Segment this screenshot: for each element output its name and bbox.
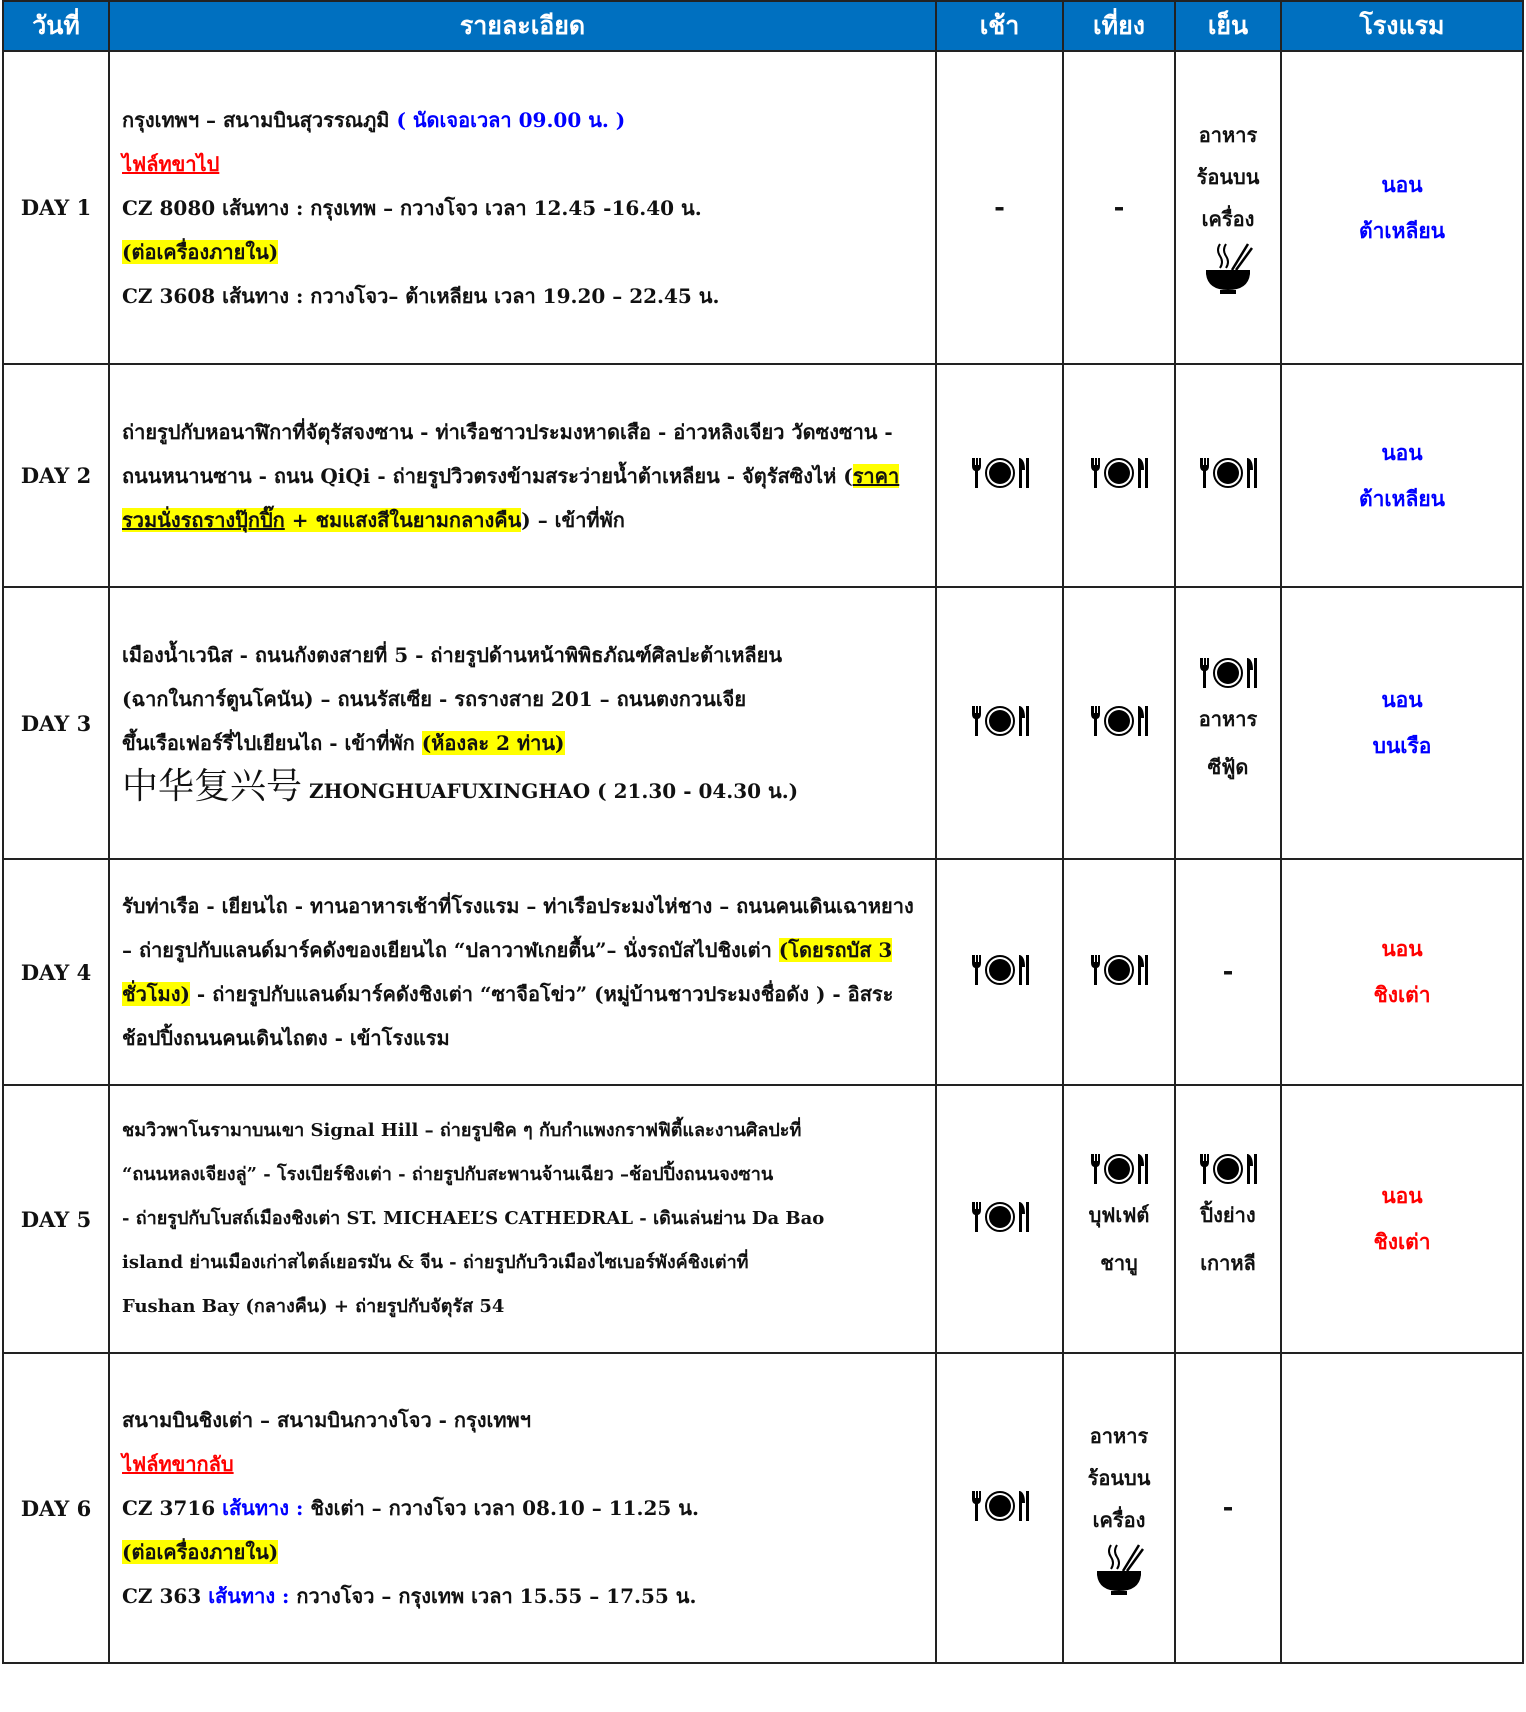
- lunch-cell: [1063, 1085, 1175, 1353]
- hotel-cell: [1281, 587, 1523, 859]
- meal-note: ร้อนบน: [1196, 165, 1260, 189]
- breakfast-cell: [936, 859, 1063, 1085]
- breakfast-cell: [936, 1085, 1063, 1353]
- breakfast-cell: [936, 587, 1063, 859]
- day-row-5: [3, 1085, 1523, 1353]
- day-detail: [109, 587, 936, 859]
- plate-cutlery-icon: [1196, 1152, 1260, 1191]
- detail-line: (ฉากในการ์ตูนโคนัน) – ถนนรัสเซีย - รถรางสาย 201 – ถนนตงกวนเจีย: [122, 687, 747, 711]
- ship-name: ZHONGHUAFUXINGHAO ( 21.30 - 04.30 น.): [302, 779, 799, 803]
- itinerary-table: [2, 0, 1524, 1664]
- day-row-1: [3, 51, 1523, 364]
- detail-line: - ถ่ายรูปกับโบสถ์เมืองชิงเต่า ST. MICHAEL’S CATHEDRAL - เดินเล่นย่าน Da Bao: [122, 1208, 825, 1229]
- hotel-text: บนเรือ: [1372, 734, 1432, 758]
- day-detail: [109, 1353, 936, 1663]
- breakfast-cell: [936, 364, 1063, 587]
- day-label: DAY 3: [3, 587, 109, 859]
- highlight-text: + ชมแสงสีในยามกลางคืน: [284, 507, 522, 532]
- noodle-bowl-icon: [1093, 1541, 1145, 1602]
- route-label: เส้นทาง :: [208, 1584, 297, 1608]
- highlight-text: (โดยรถบัส 3 ชั่วโมง): [122, 938, 893, 1006]
- no-meal: -: [1113, 192, 1125, 223]
- detail-line: ชมวิวพาโนรามาบนเขา Signal Hill – ถ่ายรูปชิค ๆ กับกำแพงกราฟฟิตี้และงานศิลปะที่: [122, 1120, 802, 1141]
- no-meal: -: [994, 192, 1005, 223]
- day-label: DAY 5: [3, 1085, 109, 1353]
- meal-note: อาหาร: [1198, 123, 1258, 147]
- flight-code: CZ 3716: [122, 1496, 223, 1520]
- hotel-cell: [1281, 364, 1523, 587]
- hotel-text: นอน: [1381, 937, 1423, 961]
- flight-line: CZ 8080 เส้นทาง : กรุงเทพ – กวางโจว เวลา 12.45 -16.40 น.: [122, 195, 702, 220]
- hotel-text: ต้าเหลียน: [1359, 218, 1445, 243]
- breakfast-cell: [936, 1353, 1063, 1663]
- lunch-cell: [1063, 1353, 1175, 1663]
- dinner-cell: [1175, 859, 1281, 1085]
- highlight-text: ราคารวมนั่งรถรางปุ๊กปิ๊ก: [122, 463, 900, 532]
- hotel-cell: [1281, 51, 1523, 364]
- meal-note: เกาหลี: [1200, 1250, 1256, 1275]
- meal-note: เครื่อง: [1201, 207, 1255, 231]
- flight-line: CZ 3608 เส้นทาง : กวางโจว– ต้าเหลียน เวลา 19.20 – 22.45 น.: [122, 283, 720, 308]
- plate-cutlery-icon: [1087, 1152, 1151, 1191]
- detail-text: - ถ่ายรูปกับแลนด์มาร์คดังชิงเต่า “ซาจือโข่ว” (หมู่บ้านชาวประมงชื่อดัง ) - อิสระช้อปปิ้งถนนคนเดินไถตง - เข้าโรงแรม: [122, 982, 894, 1050]
- lunch-cell: [1063, 859, 1175, 1085]
- plate-cutlery-icon: [968, 704, 1032, 743]
- plate-cutlery-icon: [968, 953, 1032, 992]
- no-meal: -: [1222, 957, 1234, 987]
- detail-text: รับท่าเรือ - เยียนไถ - ทานอาหารเช้าที่โรงแรม – ท่าเรือประมงไห่ชาง – ถนนคนเดินเฉาหยาง – ถ่ายรูปกับแลนด์มาร์คดังของเยียนไถ “ปลาวาฬเกยตื้น”– นั่งรถบัสไปชิงเต่า: [122, 894, 914, 962]
- plate-cutlery-icon: [1196, 656, 1260, 695]
- highlight-text: (ห้องละ 2 ท่าน): [421, 731, 565, 755]
- day-row-6: [3, 1353, 1523, 1663]
- breakfast-cell: [936, 51, 1063, 364]
- hotel-text: นอน: [1381, 688, 1423, 712]
- meal-note: บุฟเฟต์: [1088, 1202, 1150, 1227]
- header-details: รายละเอียด: [109, 1, 936, 51]
- hotel-cell: [1281, 1353, 1523, 1663]
- connecting-flight-note: (ต่อเครื่องภายใน): [122, 1540, 279, 1564]
- ship-name-chinese: 中华复兴号: [122, 766, 303, 807]
- day-detail: [109, 364, 936, 587]
- flight-line: กวางโจว – กรุงเทพ เวลา 15.55 – 17.55 น.: [296, 1584, 697, 1608]
- plate-cutlery-icon: [1087, 953, 1151, 992]
- day-detail: [109, 1085, 936, 1353]
- hotel-text: นอน: [1381, 440, 1423, 465]
- day-label: DAY 1: [3, 51, 109, 364]
- meet-time: ( นัดเจอเวลา 09.00 น. ): [396, 107, 626, 132]
- hotel-text: นอน: [1381, 1184, 1423, 1208]
- hotel-text: ชิงเต่า: [1373, 1230, 1431, 1254]
- lunch-cell: [1063, 587, 1175, 859]
- lunch-cell: [1063, 364, 1175, 587]
- day-row-3: [3, 587, 1523, 859]
- plate-cutlery-icon: [1087, 456, 1151, 495]
- detail-line: Fushan Bay (กลางคืน) + ถ่ายรูปกับจัตุรัส 54: [122, 1296, 505, 1317]
- day-row-4: [3, 859, 1523, 1085]
- meal-note: ปิ้งย่าง: [1200, 1202, 1256, 1227]
- detail-text: ) – เข้าที่พัก: [521, 507, 625, 532]
- header-row: [3, 1, 1523, 51]
- day-label: DAY 6: [3, 1353, 109, 1663]
- detail-line: [122, 98, 925, 142]
- detail-line: เมืองน้ำเวนิส - ถนนกังตงสายที่ 5 - ถ่ายรูปด้านหน้าพิพิธภัณฑ์ศิลปะต้าเหลียน: [122, 643, 783, 667]
- detail-text: ถ่ายรูปกับหอนาฬิกาที่จัตุรัสจงซาน - ท่าเรือชาวประมงหาดเสือ - อ่าวหลิงเจียว วัดซงซาน - ถนนหนานซาน - ถนน QiQi - ถ่ายรูปวิวตรงข้ามสระว่ายน้ำต้าเหลียน - จัตุรัสซิงไห่ (: [122, 419, 893, 488]
- connecting-flight-note: (ต่อเครื่องภายใน): [122, 239, 279, 264]
- dinner-cell: [1175, 1353, 1281, 1663]
- flight-out-label: ไฟล์ทขาไป: [122, 151, 220, 176]
- detail-line: สนามบินชิงเต่า – สนามบินกวางโจว - กรุงเทพฯ: [122, 1408, 531, 1432]
- day-label: DAY 4: [3, 859, 109, 1085]
- meal-note: ชาบู: [1100, 1250, 1138, 1275]
- detail-line: island ย่านเมืองเก่าสไตล์เยอรมัน & จีน - ถ่ายรูปกับวิวเมืองไซเบอร์พังค์ชิงเต่าที่: [122, 1252, 749, 1273]
- day-detail: [109, 51, 936, 364]
- plate-cutlery-icon: [968, 1200, 1032, 1239]
- flight-back-label: ไฟล์ทขากลับ: [122, 1452, 234, 1476]
- header-breakfast: เช้า: [936, 1, 1063, 51]
- hotel-text: ชิงเต่า: [1373, 983, 1431, 1007]
- meal-note: เครื่อง: [1092, 1507, 1146, 1532]
- dinner-cell: [1175, 364, 1281, 587]
- hotel-cell: [1281, 1085, 1523, 1353]
- meal-note: อาหาร: [1089, 1423, 1149, 1448]
- header-hotel: โรงแรม: [1281, 1, 1523, 51]
- detail-line: ขึ้นเรือเฟอร์รี่ไปเยียนไถ - เข้าที่พัก: [122, 731, 422, 755]
- dinner-cell: [1175, 1085, 1281, 1353]
- plate-cutlery-icon: [1196, 456, 1260, 495]
- lunch-cell: [1063, 51, 1175, 364]
- meal-note: ร้อนบน: [1087, 1465, 1151, 1490]
- hotel-text: นอน: [1381, 172, 1423, 197]
- route-text: กรุงเทพฯ – สนามบินสุวรรณภูมิ: [122, 107, 390, 132]
- plate-cutlery-icon: [1087, 704, 1151, 743]
- detail-line: “ถนนหลงเจียงลู่” - โรงเบียร์ชิงเต่า - ถ่ายรูปกับสะพานจ้านเฉียว –ช้อปปิ้งถนนจงซาน: [122, 1164, 774, 1185]
- meal-note: ซีฟู้ด: [1207, 754, 1249, 779]
- meal-note: อาหาร: [1198, 706, 1258, 731]
- no-meal: -: [1222, 1493, 1234, 1523]
- header-day: วันที่: [3, 1, 109, 51]
- flight-code: CZ 363: [122, 1584, 209, 1608]
- day-label: DAY 2: [3, 364, 109, 587]
- dinner-cell: [1175, 51, 1281, 364]
- day-row-2: [3, 364, 1523, 587]
- header-dinner: เย็น: [1175, 1, 1281, 51]
- plate-cutlery-icon: [968, 1489, 1032, 1528]
- flight-line: ชิงเต่า – กวางโจว เวลา 08.10 – 11.25 น.: [310, 1496, 699, 1520]
- day-detail: [109, 859, 936, 1085]
- header-lunch: เที่ยง: [1063, 1, 1175, 51]
- hotel-text: ต้าเหลียน: [1359, 486, 1445, 511]
- route-label: เส้นทาง :: [222, 1496, 311, 1520]
- plate-cutlery-icon: [968, 456, 1032, 495]
- hotel-cell: [1281, 859, 1523, 1085]
- dinner-cell: [1175, 587, 1281, 859]
- noodle-bowl-icon: [1202, 240, 1254, 301]
